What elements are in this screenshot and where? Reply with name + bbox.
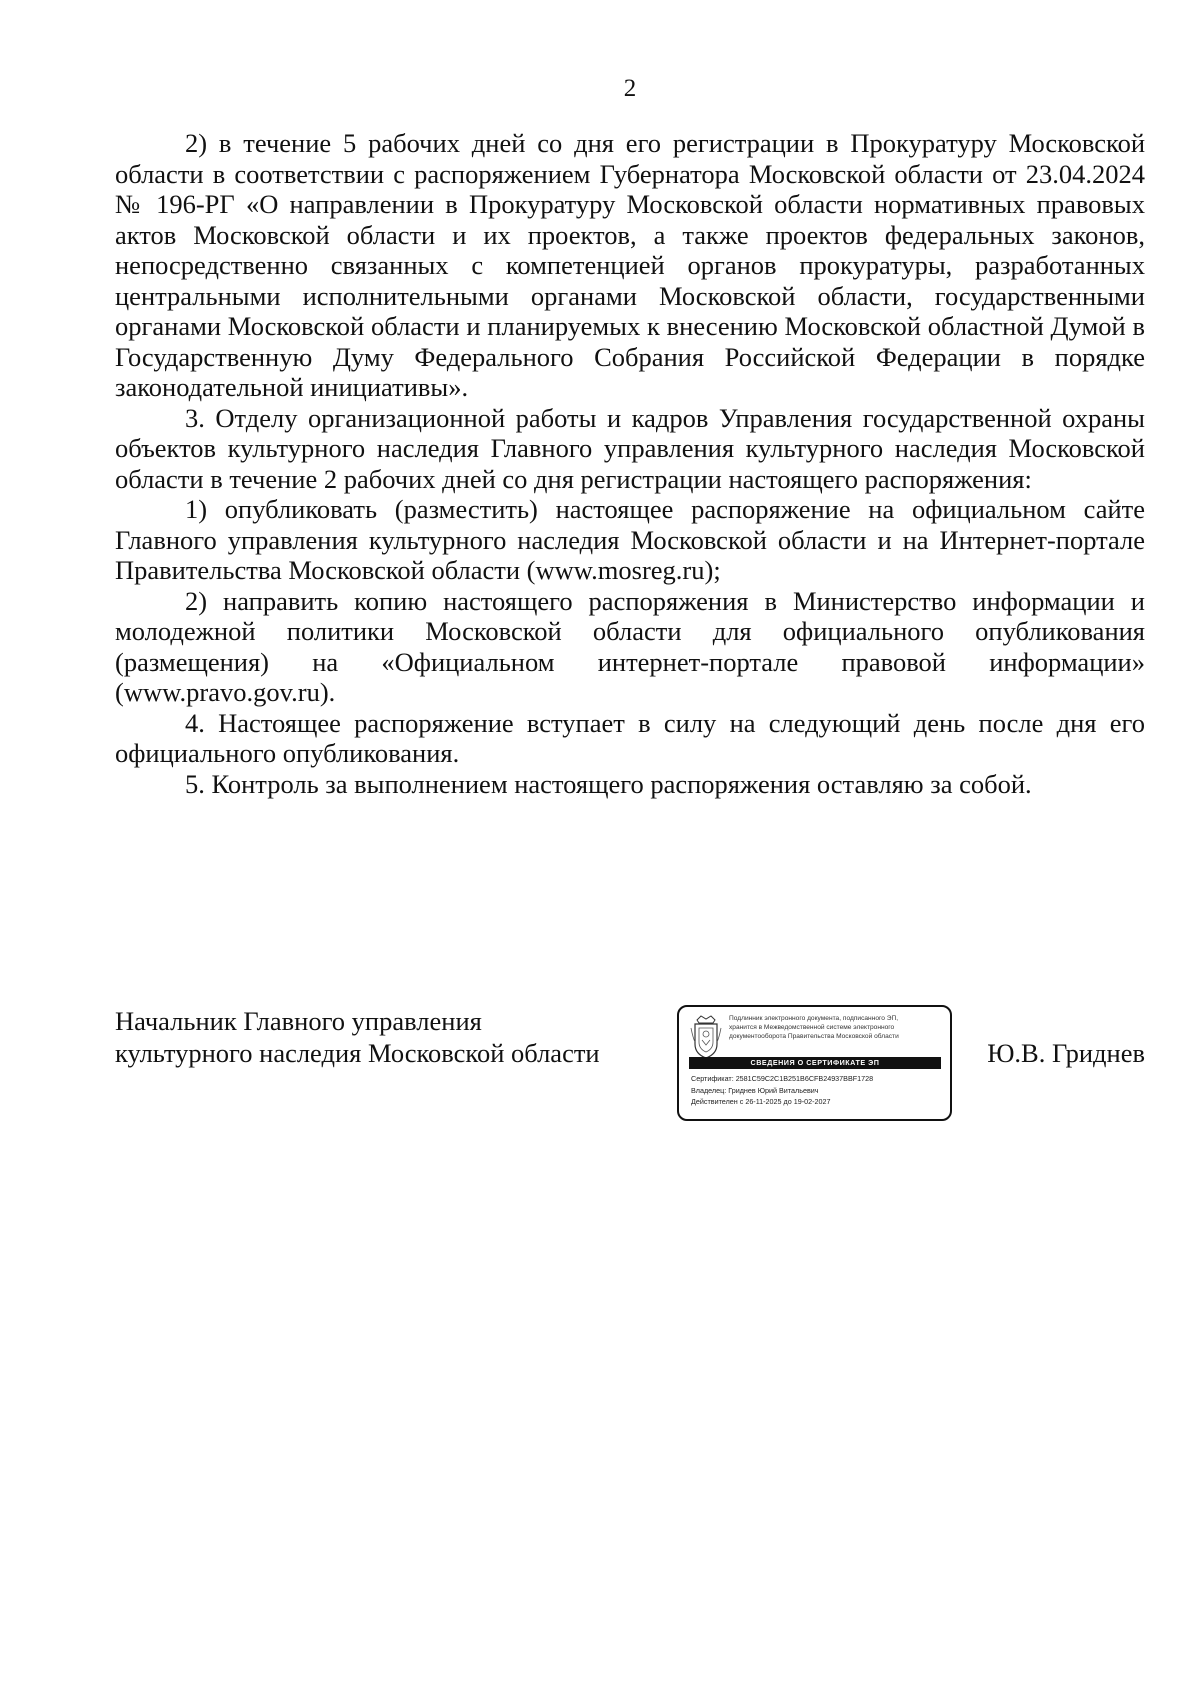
stamp-notice [729,1014,945,1041]
paragraph-item-4: 4. Настоящее распоряжение вступает в силу на следующий день после дня его официального опубликования. [115,707,1145,768]
paragraph-item-2: 2) в течение 5 рабочих дней со дня его регистрации в Прокуратуру Московской области в соответствии с распоряжением Губернатора Московской области от 23.04.2024 № 196-РГ «О направлении в Прокуратуру Московской области нормативных правовых актов Московской области и их проектов, а также проектов федеральных законов, непосредственно связанных с компетенцией органов прокуратуры, разработанных центральными исполнительными органами Московской области, государственными органами Московской области и планируемых к внесению Московской областной Думой в Государственную Думу Федерального Собрания Российской Федерации в порядке законодательной инициативы». [115,128,1145,402]
stamp-header: СВЕДЕНИЯ О СЕРТИФИКАТЕ ЭП [689,1057,941,1069]
signer-name: Ю.В. Гриднев [987,1038,1145,1068]
stamp-validity: Действителен с 26-11-2025 до 19-02-2027 [691,1097,831,1106]
page-number: 2 [623,75,637,102]
stamp-owner: Владелец: Гриднев Юрий Витальевич [691,1085,819,1095]
document-body [115,128,1145,799]
paragraph-item-3: 3. Отделу организационной работы и кадров Управления государственной охраны объектов культурного наследия Главного управления культурного наследия Московской области в течение 2 рабочих дней со дня регистрации настоящего распоряжения: [115,402,1145,494]
stamp-notice-line1: Подлинник электронного документа, подписанного ЭП, [729,1015,899,1022]
signer-title-line1: Начальник Главного управления [115,1006,482,1036]
signature-block [115,1005,1145,1135]
stamp-notice-line2: хранится в Межведомственной системе электронного [729,1024,895,1031]
paragraph-subitem-1: 1) опубликовать (разместить) настоящее распоряжение на официальном сайте Главного управления культурного наследия Московской области и на Интернет-портале Правительства Московской области (www.mosreg.ru); [115,494,1145,585]
paragraph-subitem-2: 2) направить копию настоящего распоряжения в Министерство информации и молодежной политики Московской области для официального опубликования (размещения) на «Официальном интернет-портале правовой информации» (www.pravo.gov.ru). [115,585,1145,707]
paragraph-item-5: 5. Контроль за выполнением настоящего распоряжения оставляю за собой. [185,768,1032,799]
stamp-details [691,1073,945,1108]
coat-of-arms-icon [689,1014,723,1060]
e-signature-stamp [677,1005,952,1121]
stamp-notice-line3: документооборота Правительства Московской области [729,1033,899,1040]
stamp-certificate: Сертификат: 2581C59C2C1B251B6CFB24937BBF1728 [691,1074,874,1083]
signer-title [115,1005,600,1069]
signer-title-line2: культурного наследия Московской области [115,1038,600,1068]
